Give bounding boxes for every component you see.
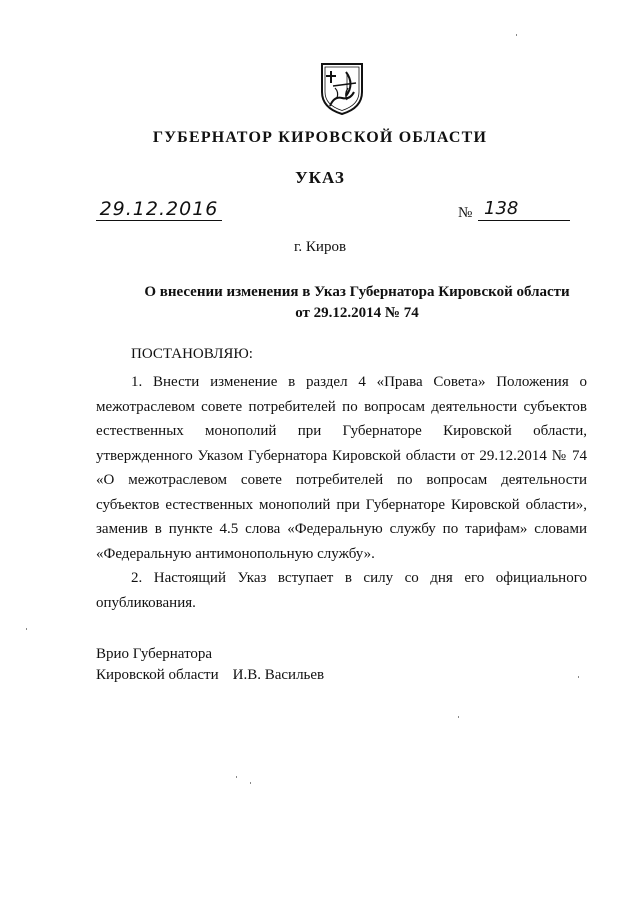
subject-line-2: от 29.12.2014 № 74 <box>295 305 419 321</box>
organization-title: ГУБЕРНАТОР КИРОВСКОЙ ОБЛАСТИ <box>152 129 488 146</box>
coat-of-arms-icon <box>320 62 364 116</box>
paragraph-2: 2. Настоящий Указ вступает в силу со дня его официального опубликования. <box>96 570 587 611</box>
scan-speck <box>578 676 579 678</box>
city: г. Киров <box>293 239 347 255</box>
document-subject <box>0 282 640 324</box>
signature-block <box>96 644 324 686</box>
document-body <box>96 370 587 615</box>
document-number: 138 <box>478 198 570 221</box>
subject-line-1: О внесении изменения в Указ Губернатора Кировской области <box>144 284 570 300</box>
scan-speck <box>516 34 517 36</box>
document-type: УКАЗ <box>295 168 345 187</box>
scan-speck <box>26 628 27 630</box>
scan-speck <box>236 776 237 778</box>
paragraph-1: 1. Внести изменение в раздел 4 «Права Совета» Положения о межотраслевом совете потребителей по вопросам деятельности субъектов естественных монополий при Губернаторе Кировской области, утвержденного Указом Губернатора Кировской области от 29.12.2014 № 74 «О межотраслевом совете потребителей по вопросам деятельности субъектов естественных монополий при Губернаторе Кировской области», заменив в пункте 4.5 слова «Федеральную службу по тарифам» словами «Федеральную антимонопольную службу». <box>96 374 587 562</box>
signer-title-line-2 <box>96 665 324 686</box>
signer-region: Кировской области <box>96 667 219 683</box>
number-label: № <box>458 205 473 221</box>
signer-title-line-1: Врио Губернатора <box>96 646 213 662</box>
scan-speck <box>458 716 459 718</box>
document-date: 29.12.2016 <box>96 198 222 221</box>
signer-name: И.В. Васильев <box>232 667 325 683</box>
resolve-heading: ПОСТАНОВЛЯЮ: <box>131 346 253 362</box>
scan-speck <box>250 782 251 784</box>
